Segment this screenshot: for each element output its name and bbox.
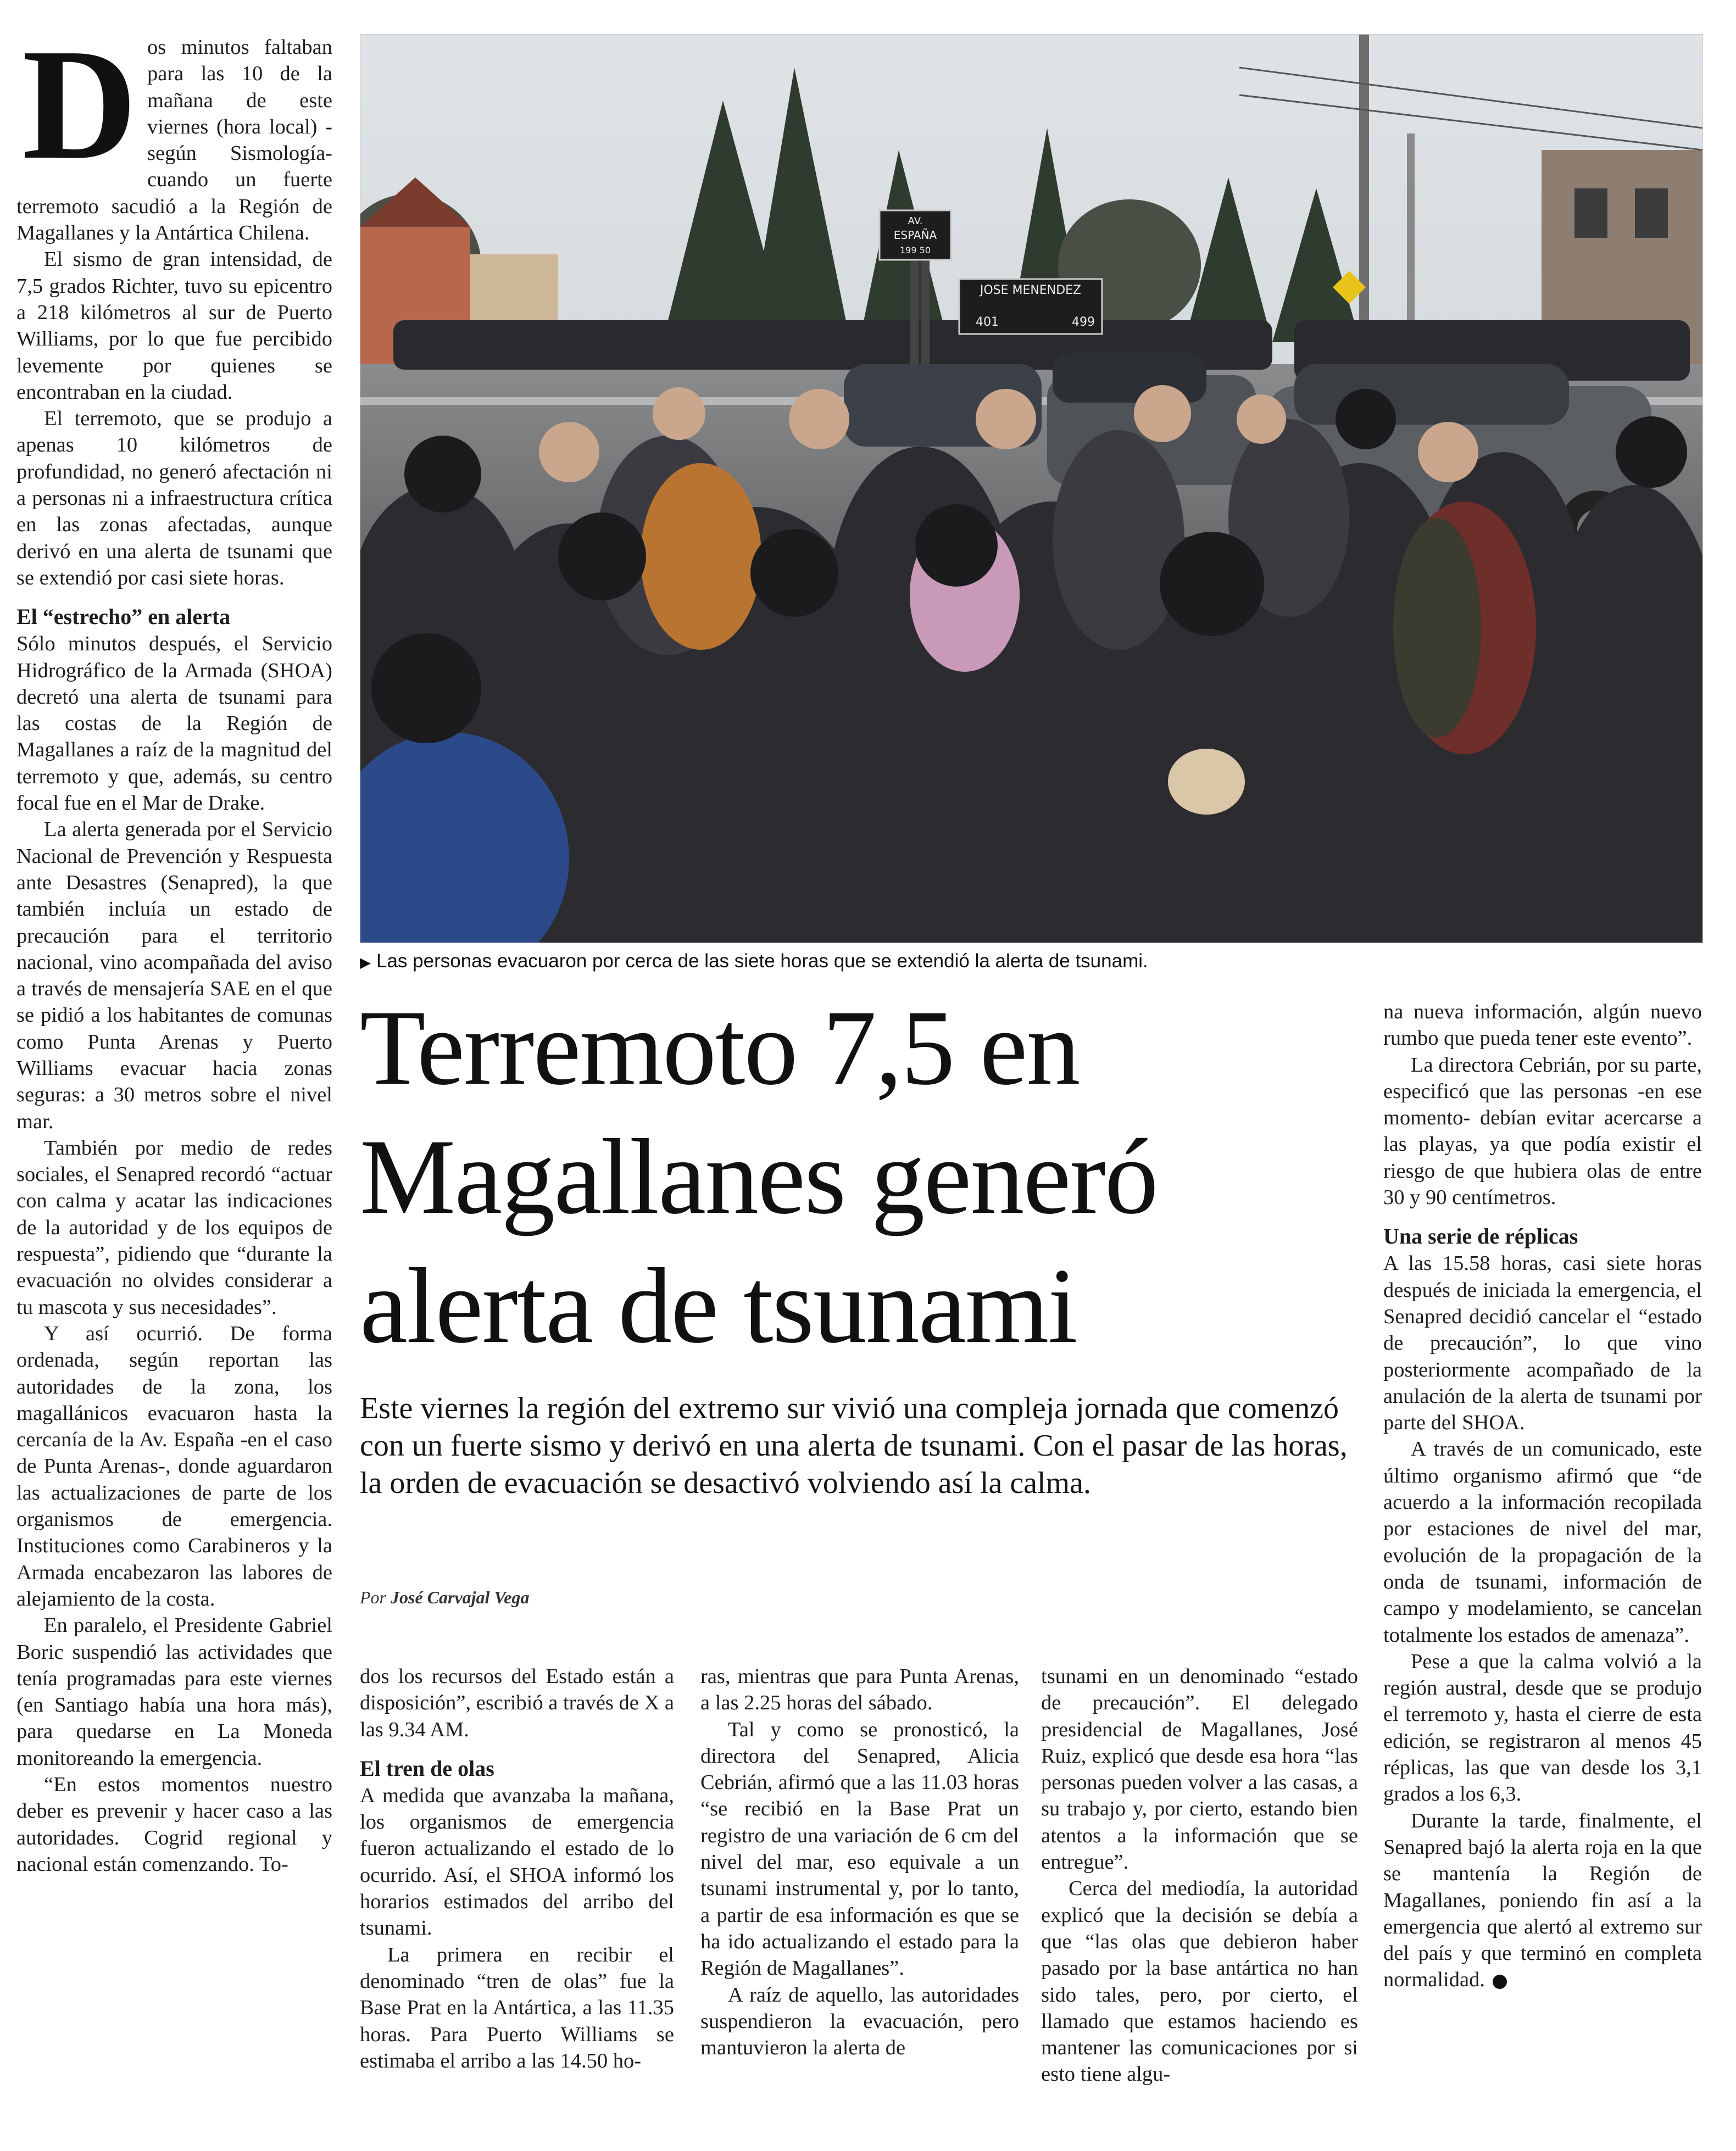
paragraph: El terremoto, que se produjo a apenas 10 kilómetros de profundidad, no generó afectación ni a personas ni a infraestructura crítica en las zonas afectadas, aunque derivó en una alerta de tsunami que se extendió por casi siete horas. [16, 407, 332, 589]
caption-triangle-icon: ▶ [360, 954, 371, 971]
street-sign-jose-menendez: JOSE MENENDEZ [980, 283, 1082, 297]
paragraph: A las 15.58 horas, casi siete horas después de iniciada la emergencia, el Senapred decidió cancelar el “estado de precaución”, lo que vino posteriormente acompañado de la anulación de la alerta de tsunami por parte del SHOA. [1383, 1252, 1702, 1435]
paragraph: Tal y como se pronosticó, la directora del Senapred, Alicia Cebrián, afirmó que a las 11.03 horas “se recibió en la Base Prat un registro de una variación de 6 cm del nivel del mar, eso equivale a un tsunami instrumental y, por lo tanto, a partir de esa información es que se ha ido actualizando el estado para la Región de Magallanes”. [700, 1718, 1019, 1980]
headline [360, 983, 1365, 1370]
paragraph: os minutos faltaban para las 10 de la mañana de este viernes (hora local) -según Sismología- cuando un fuerte terremoto sacudió a la Región de Magallanes y la Antártica Chilena. [16, 36, 332, 245]
street-sign-number-left: 401 [976, 315, 999, 329]
paragraph: A través de un comunicado, este último organismo afirmó que “de acuerdo a la información recopilada por estaciones de nivel del mar, evolución de la propagación de la onda de tsunami, información de campo y modelamiento, se cancelan totalmente los estados de amenaza”. [1383, 1437, 1702, 1647]
paragraph: En paralelo, el Presidente Gabriel Boric suspendió las actividades que tenía programadas para este viernes (en Santiago había una hora más), para quedarse en La Moneda monitoreando la emergencia. [16, 1614, 332, 1770]
street-sign-espana-top: AV. [908, 215, 923, 227]
subheading-replicas: Una serie de réplicas [1383, 1224, 1578, 1249]
paragraph: La primera en recibir el denominado “tren de olas” fue la Base Prat en la Antártica, a las 11.35 horas. Para Puerto Williams se estimaba el arribo a las 14.50 ho- [360, 1943, 674, 2072]
paragraph: Y así ocurrió. De forma ordenada, según reportan las autoridades de la zona, los magallánicos evacuaron hasta la cercanía de la Av. España -en el caso de Punta Arenas-, donde aguardaron las actualizaciones de parte de los organismos de emergencia. Instituciones como Carabineros y la Armada encabezaron las labores de alejamiento de la costa. [16, 1322, 332, 1611]
article-column-5 [1041, 1663, 1358, 2088]
paragraph: tsunami en un denominado “estado de precaución”. El delegado presidencial de Magallanes, José Ruiz, explicó que desde esa hora “las personas pueden volver a las casas, a su trabajo y, por cierto, estando bien atentos a la información que se entregue”. [1041, 1665, 1358, 1874]
byline-author: José Carvajal Vega [391, 1587, 530, 1607]
paragraph: Pese a que la calma volvió a la región austral, desde que se produjo el terremoto y, hasta el cierre de esta edición, se registraron al menos 45 réplicas, las que van desde los 3,1 grados a los 6,3. [1383, 1650, 1702, 1806]
paragraph: ras, mientras que para Punta Arenas, a las 2.25 horas del sábado. [700, 1665, 1019, 1715]
evacuation-photo [360, 34, 1703, 943]
subheading-estrecho: El “estrecho” en alerta [16, 604, 231, 629]
headline-line: Terremoto 7,5 en [360, 988, 1080, 1107]
paragraph: Sólo minutos después, el Servicio Hidrográfico de la Armada (SHOA) decretó una alerta de tsunami para las costas de la Región de Magallanes a raíz de la magnitud del terremoto y que, además, su centro focal fue en el Mar de Drake. [16, 632, 332, 815]
paragraph: dos los recursos del Estado están a disposición”, escribió a través de X a las 9.34 AM. [360, 1665, 674, 1741]
article-column-4 [700, 1663, 1019, 2061]
drop-cap: D [22, 16, 137, 192]
subheading-tren-de-olas: El tren de olas [360, 1756, 494, 1781]
street-sign-espana: ESPAÑA [893, 229, 937, 242]
paragraph: El sismo de gran intensidad, de 7,5 grados Richter, tuvo su epicentro a 218 kilómetros al sur de Puerto Williams, por lo que fue percibido levemente por quienes se encontraban en la ciudad. [16, 248, 332, 404]
headline-line: alerta de tsunami [360, 1246, 1077, 1366]
article-column-3 [360, 1663, 674, 2074]
paragraph: “En estos momentos nuestro deber es prevenir y hacer caso a las autoridades. Cogrid regional y nacional están comenzando. To- [16, 1773, 332, 1876]
end-mark-icon [1493, 1975, 1507, 1989]
paragraph: La directora Cebrián, por su parte, especificó que las personas -en ese momento- debían evitar acercarse a las playas, ya que podía existir el riesgo de que hubiera olas de entre 30 y 90 centímetros. [1383, 1053, 1702, 1210]
paragraph: A medida que avanzaba la mañana, los organismos de emergencia fueron actualizando el estado de lo ocurrido. Así, el SHOA informó los horarios estimados del arribo del tsunami. [360, 1784, 674, 1940]
paragraph: La alerta generada por el Servicio Nacional de Prevención y Respuesta ante Desastres (Senapred), la que también incluía un estado de precaución para el territorio nacional, vino acompañada del aviso a través de mensajería SAE en el que se pidió a los habitantes de comunas como Punta Arenas y Puerto Williams evacuar hacia zonas seguras: a 30 metros sobre el nivel mar. [16, 818, 332, 1133]
byline-prefix: Por [360, 1587, 386, 1607]
article-column-1 [16, 16, 332, 1877]
paragraph: Cerca del mediodía, la autoridad explicó que la decisión se debía a que “las olas que debieron haber pasado por la base antártica no han sido tales, pero, por cierto, el llamado que estamos haciendo es mantener las comunicaciones por si esto tiene algu- [1041, 1877, 1358, 2086]
paragraph: na nueva información, algún nuevo rumbo que pueda tener este evento”. [1383, 1000, 1702, 1050]
paragraph: A raíz de aquello, las autoridades suspendieron la evacuación, pero mantuvieron la alerta de [700, 1983, 1019, 2060]
paragraph: También por medio de redes sociales, el Senapred recordó “actuar con calma y acatar las indicaciones de la autoridad y de los equipos de respuesta”, pidiendo que “durante la evacuación no olvides considerar a tu mascota y sus necesidades”. [16, 1136, 332, 1319]
street-sign-number-right: 499 [1072, 315, 1095, 329]
photo-caption [360, 949, 1702, 974]
paragraph-final [1383, 1808, 1702, 1993]
caption-text: Las personas evacuaron por cerca de las siete horas que se extendió la alerta de tsunami. [376, 950, 1148, 972]
paragraph-text: Durante la tarde, finalmente, el Senapred bajó la alerta roja en la que se mantenía la Región de Magallanes, poniendo fin así a la emergencia que alertó al extremo sur del país y que terminó en completa normalidad. [1383, 1809, 1702, 1992]
article-column-6 [1383, 999, 1702, 1993]
deck-summary: Este viernes la región del extremo sur vivió una compleja jornada que comenzó con un fuerte sismo y derivó en una alerta de tsunami. Con el pasar de las horas, la orden de evacuación se desactivó volviendo así la calma. [360, 1391, 1348, 1500]
street-sign-espana-numbers: 199 50 [900, 245, 931, 255]
headline-line: Magallanes generó [360, 1117, 1158, 1236]
byline [360, 1587, 529, 1608]
